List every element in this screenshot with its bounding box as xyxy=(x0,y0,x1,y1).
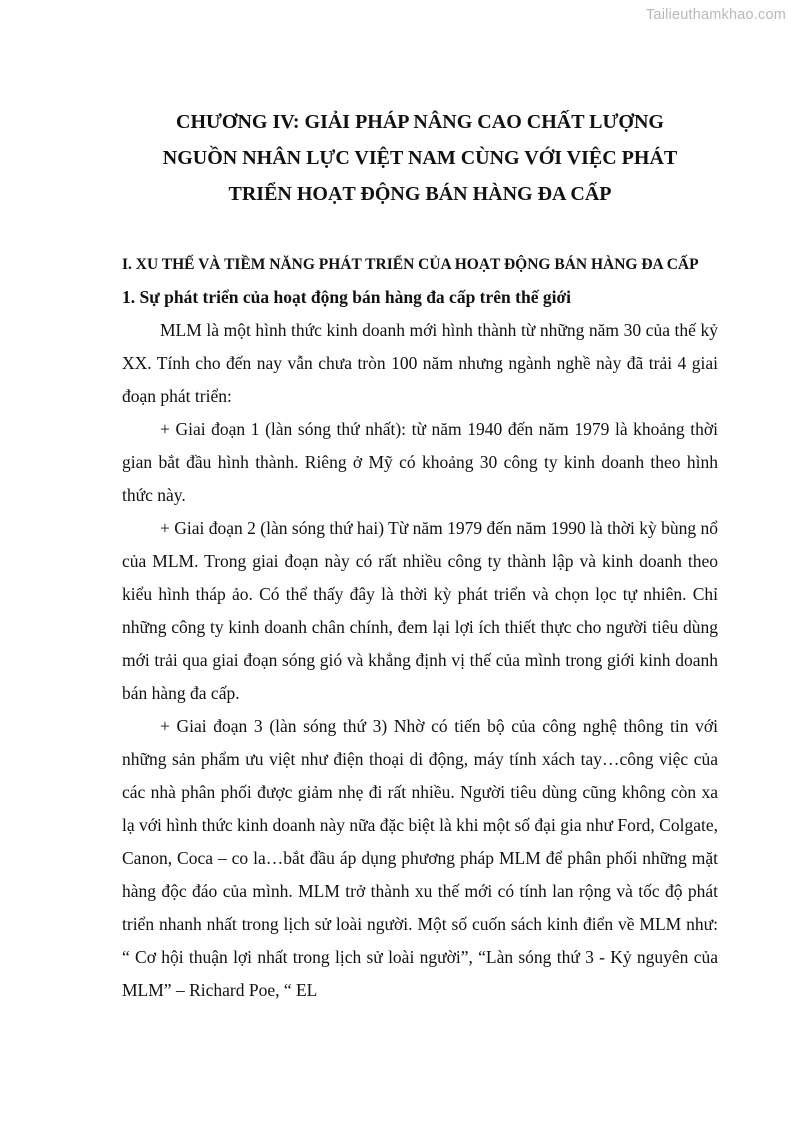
chapter-title xyxy=(122,104,718,212)
body-text xyxy=(122,314,718,1007)
paragraph-phase-3: + Giai đoạn 3 (làn sóng thứ 3) Nhờ có tiến bộ của công nghệ thông tin với những sản phẩm ưu việt như điện thoại di động, máy tính xách tay…công việc của các nhà phân phối được giảm nhẹ đi rất nhiều. Người tiêu dùng cũng không còn xa lạ với hình thức kinh doanh này nữa đặc biệt là khi một số đại gia như Ford, Colgate, Canon, Coca – co la…bắt đầu áp dụng phương pháp MLM để phân phối những mặt hàng độc đáo của mình. MLM trở thành xu thế mới có tính lan rộng và tốc độ phát triển nhanh nhất trong lịch sử loài người. Một số cuốn sách kinh điển về MLM như: “ Cơ hội thuận lợi nhất trong lịch sử loài người”, “Làn sóng thứ 3 - Kỷ nguyên của MLM” – Richard Poe, “ EL xyxy=(122,716,718,1000)
paragraph-phase-1: + Giai đoạn 1 (làn sóng thứ nhất): từ năm 1940 đến năm 1979 là khoảng thời gian bắt đầu hình thành. Riêng ở Mỹ có khoảng 30 công ty kinh doanh theo hình thức này. xyxy=(122,419,718,505)
page-content xyxy=(122,104,718,1007)
watermark-text: Tailieuthamkhao.com xyxy=(645,7,786,23)
paragraph-intro: MLM là một hình thức kinh doanh mới hình thành từ những năm 30 của thế kỷ XX. Tính cho đến nay vẫn chưa tròn 100 năm nhưng ngành nghề này đã trải 4 giai đoạn phát triển: xyxy=(122,320,718,406)
chapter-title-line-2: NGUỒN NHÂN LỰC VIỆT NAM CÙNG VỚI VIỆC PHÁT xyxy=(162,147,678,169)
paragraph-phase-2: + Giai đoạn 2 (làn sóng thứ hai) Từ năm 1979 đến năm 1990 là thời kỳ bùng nổ của MLM. Trong giai đoạn này có rất nhiều công ty thành lập và kinh doanh theo kiểu hình tháp ảo. Có thể thấy đây là thời kỳ phát triển và chọn lọc tự nhiên. Chỉ những công ty kinh doanh chân chính, đem lại lợi ích thiết thực cho người tiêu dùng mới trải qua giai đoạn sóng gió và khẳng định vị thế của mình trong giới kinh doanh bán hàng đa cấp. xyxy=(122,518,718,703)
section-heading: I. XU THẾ VÀ TIỀM NĂNG PHÁT TRIỂN CỦA HOẠT ĐỘNG BÁN HÀNG ĐA CẤP xyxy=(122,256,699,273)
subsection-heading: 1. Sự phát triển của hoạt động bán hàng đa cấp trên thế giới xyxy=(122,287,572,307)
chapter-title-line-1: CHƯƠNG IV: GIẢI PHÁP NÂNG CAO CHẤT LƯỢNG xyxy=(176,111,664,133)
chapter-title-line-3: TRIỂN HOẠT ĐỘNG BÁN HÀNG ĐA CẤP xyxy=(228,183,612,205)
